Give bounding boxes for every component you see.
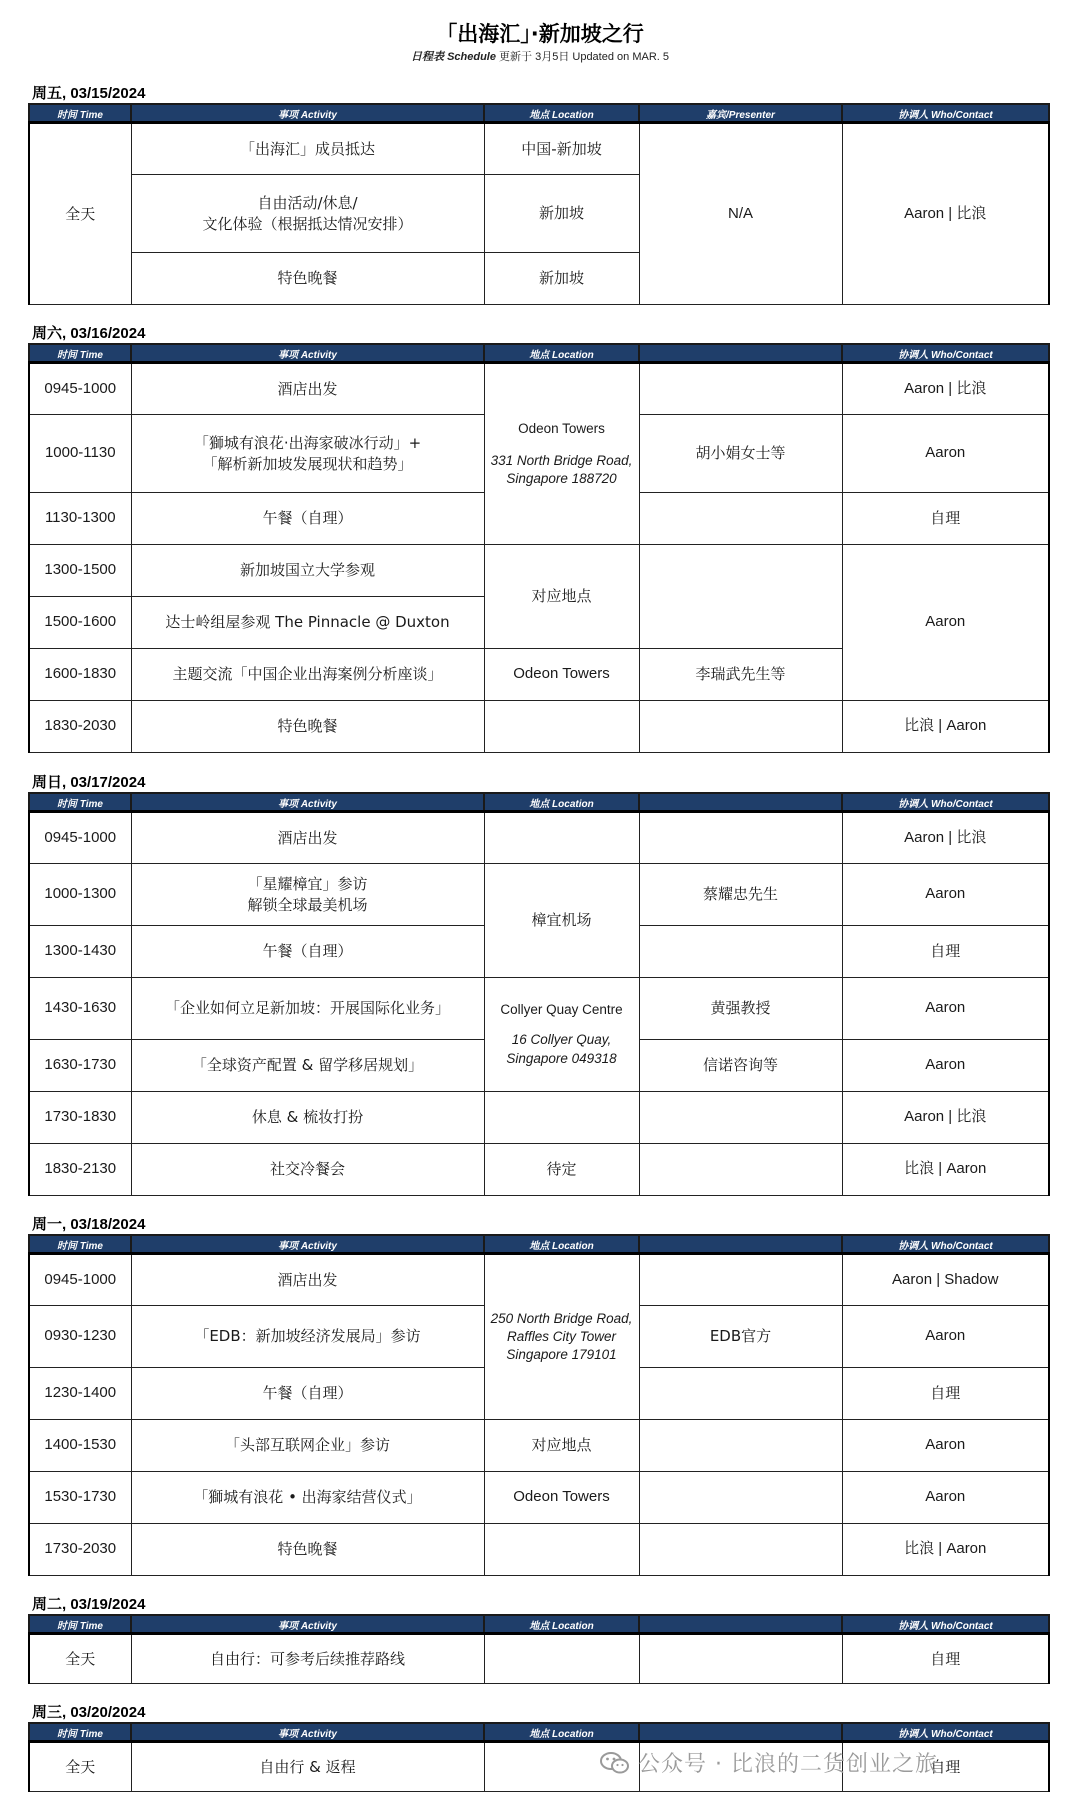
day-section-5 [28, 1595, 1048, 1684]
presenter-cell: 李瑞武先生等 [639, 649, 842, 701]
contact-cell: Aaron [842, 1420, 1049, 1472]
presenter-cell [639, 1524, 842, 1576]
day-label: 周二, 03/19/2024 [32, 1596, 146, 1613]
time-cell: 0930-1230 [29, 1306, 131, 1368]
header-location: 地点 Location [484, 1615, 639, 1634]
contact-cell: 自理 [842, 1634, 1049, 1684]
activity-cell: 自由行：可参考后续推荐路线 [131, 1634, 484, 1684]
schedule-table [28, 103, 1050, 305]
presenter-cell [639, 926, 842, 978]
activity-cell: 午餐（自理） [131, 493, 484, 545]
activity-line: 文化体验（根据抵达情况安排） [202, 214, 413, 233]
location-cell [484, 701, 639, 753]
header-location: 地点 Location [484, 1723, 639, 1742]
time-cell: 0945-1000 [29, 1254, 131, 1306]
header-time: 时间 Time [29, 1723, 131, 1742]
time-cell: 1500-1600 [29, 597, 131, 649]
header-time: 时间 Time [29, 344, 131, 363]
header-activity: 事项 Activity [131, 344, 484, 363]
contact-cell: Aaron | 比浪 [842, 363, 1049, 415]
subtitle-update: 更新于 3月5日 Updated on MAR. 5 [499, 51, 669, 63]
table-row [29, 1144, 1049, 1196]
table-header-row [29, 1723, 1049, 1742]
activity-cell: 新加坡国立大学参观 [131, 545, 484, 597]
location-cell: Odeon Towers [484, 1472, 639, 1524]
day-section-3 [28, 773, 1048, 1196]
time-cell: 1530-1730 [29, 1472, 131, 1524]
header-activity: 事项 Activity [131, 1235, 484, 1254]
presenter-cell [639, 493, 842, 545]
header-presenter [639, 344, 842, 363]
time-cell: 0945-1000 [29, 812, 131, 864]
header-activity: 事项 Activity [131, 793, 484, 812]
table-row [29, 363, 1049, 415]
time-cell: 1000-1300 [29, 864, 131, 926]
contact-cell: Aaron [842, 415, 1049, 493]
location-cell: 对应地点 [484, 1420, 639, 1472]
presenter-cell [639, 545, 842, 649]
activity-cell: 主题交流「中国企业出海案例分析座谈」 [131, 649, 484, 701]
contact-cell: 自理 [842, 493, 1049, 545]
location-cell: 对应地点 [484, 545, 639, 649]
time-cell: 0945-1000 [29, 363, 131, 415]
header-location: 地点 Location [484, 344, 639, 363]
contact-cell: 自理 [842, 1368, 1049, 1420]
activity-cell: 午餐（自理） [131, 1368, 484, 1420]
location-cell [484, 978, 639, 1092]
presenter-cell: 信诺咨询等 [639, 1040, 842, 1092]
contact-cell: 比浪 | Aaron [842, 1144, 1049, 1196]
presenter-cell [639, 812, 842, 864]
activity-cell: 「EDB：新加坡经济发展局」参访 [131, 1306, 484, 1368]
activity-line: 解锁全球最美机场 [247, 895, 368, 914]
table-row [29, 1092, 1049, 1144]
day-label: 周一, 03/18/2024 [32, 1216, 146, 1233]
time-cell: 1830-2130 [29, 1144, 131, 1196]
header-presenter: 嘉宾/Presenter [639, 104, 842, 123]
presenter-cell: N/A [639, 123, 842, 305]
activity-cell: 午餐（自理） [131, 926, 484, 978]
location-cell [484, 1634, 639, 1684]
activity-cell: 自由行 & 返程 [131, 1742, 484, 1792]
day-label: 周三, 03/20/2024 [32, 1704, 146, 1721]
presenter-cell: 胡小娟女士等 [639, 415, 842, 493]
schedule-table [28, 343, 1050, 753]
activity-cell: 休息 & 梳妆打扮 [131, 1092, 484, 1144]
table-row [29, 701, 1049, 753]
location-cell [484, 1092, 639, 1144]
header-location: 地点 Location [484, 104, 639, 123]
presenter-cell [639, 1254, 842, 1306]
location-name: Collyer Quay Centre [500, 1002, 623, 1018]
contact-cell: Aaron [842, 1306, 1049, 1368]
table-row [29, 1524, 1049, 1576]
page-title: 「出海汇」·新加坡之行 [436, 22, 644, 46]
presenter-cell [639, 1420, 842, 1472]
table-header-row [29, 1615, 1049, 1634]
header-time: 时间 Time [29, 1235, 131, 1254]
activity-cell: 「獅城有浪花 • 出海家结营仪式」 [131, 1472, 484, 1524]
table-row [29, 545, 1049, 597]
contact-cell: Aaron [842, 864, 1049, 926]
location-cell: 待定 [484, 1144, 639, 1196]
time-cell: 1000-1130 [29, 415, 131, 493]
activity-cell: 达士岭组屋参观 The Pinnacle @ Duxton [131, 597, 484, 649]
location-cell: 樟宜机场 [484, 864, 639, 978]
activity-line: 「解析新加坡发展现状和趋势」 [202, 454, 413, 473]
schedule-table [28, 792, 1050, 1196]
time-cell: 1730-1830 [29, 1092, 131, 1144]
header-location: 地点 Location [484, 1235, 639, 1254]
contact-cell: 比浪 | Aaron [842, 1524, 1049, 1576]
activity-cell: 酒店出发 [131, 363, 484, 415]
activity-cell: 特色晚餐 [131, 1524, 484, 1576]
table-row [29, 1254, 1049, 1306]
day-label: 周日, 03/17/2024 [32, 774, 146, 791]
header-presenter [639, 1235, 842, 1254]
table-header-row [29, 104, 1049, 123]
time-cell: 1300-1430 [29, 926, 131, 978]
contact-cell: Aaron | 比浪 [842, 1092, 1049, 1144]
activity-line: 「獅城有浪花·出海家破冰行动」+ [193, 434, 422, 453]
header-presenter [639, 1615, 842, 1634]
activity-cell [131, 415, 484, 493]
watermark-text: 公众号 · 比浪的二货创业之旅 [638, 1752, 938, 1777]
day-label: 周六, 03/16/2024 [32, 325, 146, 342]
wechat-icon [600, 1751, 630, 1775]
presenter-cell [639, 363, 842, 415]
header-time: 时间 Time [29, 793, 131, 812]
location-cell: Odeon Towers [484, 649, 639, 701]
header-contact: 协调人 Who/Contact [842, 104, 1049, 123]
presenter-cell: 黄强教授 [639, 978, 842, 1040]
time-cell: 1730-2030 [29, 1524, 131, 1576]
contact-cell: Aaron [842, 978, 1049, 1040]
presenter-cell [639, 1368, 842, 1420]
table-row [29, 1634, 1049, 1684]
presenter-cell: EDB官方 [639, 1306, 842, 1368]
contact-cell: Aaron [842, 545, 1049, 701]
page-subtitle [0, 48, 1080, 64]
activity-cell: 「全球资产配置 & 留学移居规划」 [131, 1040, 484, 1092]
header-activity: 事项 Activity [131, 104, 484, 123]
watermark [600, 1747, 938, 1778]
activity-cell: 「头部互联网企业」参访 [131, 1420, 484, 1472]
location-cell: 中国-新加坡 [484, 123, 639, 175]
presenter-cell [639, 1092, 842, 1144]
header-contact: 协调人 Who/Contact [842, 1723, 1049, 1742]
header-activity: 事项 Activity [131, 1723, 484, 1742]
location-name: Odeon Towers [518, 420, 605, 436]
header-activity: 事项 Activity [131, 1615, 484, 1634]
time-cell: 1300-1500 [29, 545, 131, 597]
time-cell: 1130-1300 [29, 493, 131, 545]
header-presenter [639, 793, 842, 812]
activity-cell: 「出海汇」成员抵达 [131, 123, 484, 175]
time-cell: 1830-2030 [29, 701, 131, 753]
time-cell: 全天 [29, 1634, 131, 1684]
location-cell [484, 812, 639, 864]
table-header-row [29, 1235, 1049, 1254]
header-contact: 协调人 Who/Contact [842, 793, 1049, 812]
contact-cell: 自理 [842, 926, 1049, 978]
contact-cell: 比浪 | Aaron [842, 701, 1049, 753]
time-cell: 1600-1830 [29, 649, 131, 701]
contact-cell: Aaron [842, 1472, 1049, 1524]
day-section-4 [28, 1215, 1048, 1576]
location-cell: 新加坡 [484, 175, 639, 253]
time-cell: 1430-1630 [29, 978, 131, 1040]
time-cell: 全天 [29, 1742, 131, 1792]
table-row [29, 1472, 1049, 1524]
location-cell [484, 1524, 639, 1576]
header-presenter [639, 1723, 842, 1742]
location-cell [484, 363, 639, 545]
header-time: 时间 Time [29, 104, 131, 123]
location-address: 16 Collyer Quay, Singapore 049318 [506, 1032, 617, 1066]
contact-cell: Aaron | 比浪 [842, 123, 1049, 305]
header-contact: 协调人 Who/Contact [842, 1235, 1049, 1254]
presenter-cell [639, 1144, 842, 1196]
schedule-table [28, 1614, 1050, 1684]
activity-cell: 酒店出发 [131, 812, 484, 864]
presenter-cell [639, 1634, 842, 1684]
header-time: 时间 Time [29, 1615, 131, 1634]
location-cell: 250 North Bridge Road, Raffles City Tower Singapore 179101 [484, 1254, 639, 1420]
contact-cell: Aaron | 比浪 [842, 812, 1049, 864]
day-section-2 [28, 324, 1048, 753]
contact-cell: 自理 [842, 1742, 1049, 1792]
activity-cell: 酒店出发 [131, 1254, 484, 1306]
day-section-1 [28, 84, 1048, 305]
table-row [29, 812, 1049, 864]
table-header-row [29, 793, 1049, 812]
contact-cell: Aaron [842, 1040, 1049, 1092]
header-contact: 协调人 Who/Contact [842, 344, 1049, 363]
table-row [29, 1420, 1049, 1472]
subtitle-cn: 日程表 [411, 51, 444, 63]
activity-cell: 社交冷餐会 [131, 1144, 484, 1196]
header-contact: 协调人 Who/Contact [842, 1615, 1049, 1634]
activity-cell: 特色晚餐 [131, 253, 484, 305]
activity-cell [131, 864, 484, 926]
time-cell: 全天 [29, 123, 131, 305]
day-label: 周五, 03/15/2024 [32, 85, 146, 102]
subtitle-en: Schedule [447, 51, 496, 63]
time-cell: 1630-1730 [29, 1040, 131, 1092]
table-row [29, 123, 1049, 175]
contact-cell: Aaron | Shadow [842, 1254, 1049, 1306]
table-row [29, 864, 1049, 926]
activity-line: 自由活动/休息/ [257, 194, 358, 213]
activity-cell [131, 175, 484, 253]
activity-cell: 「企业如何立足新加坡：开展国际化业务」 [131, 978, 484, 1040]
activity-line: 「星耀樟宜」参访 [247, 875, 368, 894]
presenter-cell [639, 701, 842, 753]
table-header-row [29, 344, 1049, 363]
activity-cell: 特色晚餐 [131, 701, 484, 753]
presenter-cell [639, 1472, 842, 1524]
time-cell: 1230-1400 [29, 1368, 131, 1420]
location-address: 331 North Bridge Road, Singapore 188720 [490, 452, 633, 487]
header-location: 地点 Location [484, 793, 639, 812]
presenter-cell: 蔡耀忠先生 [639, 864, 842, 926]
time-cell: 1400-1530 [29, 1420, 131, 1472]
schedule-table [28, 1234, 1050, 1576]
location-cell: 新加坡 [484, 253, 639, 305]
table-row [29, 978, 1049, 1040]
